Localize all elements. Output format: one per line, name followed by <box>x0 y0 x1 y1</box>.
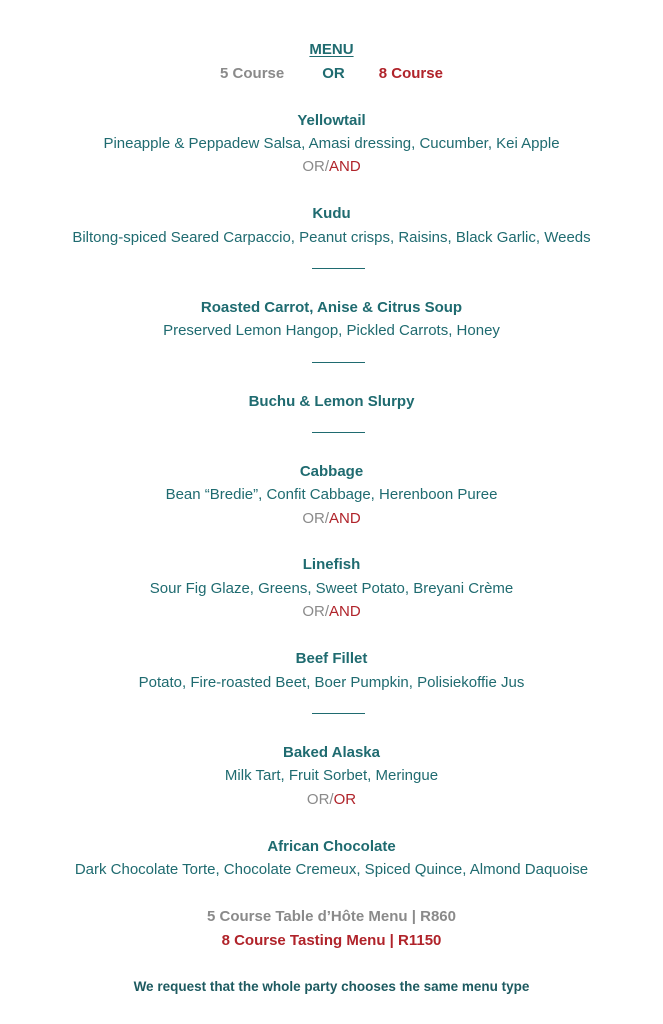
divider <box>312 268 365 269</box>
divider <box>312 713 365 714</box>
course-name: Kudu <box>312 205 351 222</box>
course-description: Potato, Fire-roasted Beet, Boer Pumpkin, Polisiekoffie Jus <box>138 674 525 691</box>
course-description: Preserved Lemon Hangop, Pickled Carrots, Honey <box>163 322 500 339</box>
course-description: Dark Chocolate Torte, Chocolate Cremeux, Spiced Quince, Almond Daquoise <box>74 861 589 878</box>
course-name: Roasted Carrot, Anise & Citrus Soup <box>200 299 463 316</box>
course-description: Biltong-spiced Seared Carpaccio, Peanut crisps, Raisins, Black Garlic, Weeds <box>72 229 591 246</box>
course-description: Milk Tart, Fruit Sorbet, Meringue <box>224 767 439 784</box>
course-name: Linefish <box>302 556 361 573</box>
option-or: OR <box>322 65 345 82</box>
course-name: Buchu & Lemon Slurpy <box>248 393 415 410</box>
course-name: Yellowtail <box>297 112 366 129</box>
option-five-course: 5 Course <box>220 65 285 82</box>
course-name: African Chocolate <box>267 838 396 855</box>
price-five-course: 5 Course Table d’Hôte Menu | R860 <box>207 908 456 925</box>
course-choice: OR/OR <box>306 791 357 808</box>
divider <box>312 432 365 433</box>
price-eight-course: 8 Course Tasting Menu | R1150 <box>221 932 442 949</box>
course-choice: OR/AND <box>302 510 361 527</box>
course-name: Cabbage <box>299 463 364 480</box>
option-eight-course: 8 Course <box>378 65 443 82</box>
course-name: Baked Alaska <box>282 744 380 761</box>
divider <box>312 362 365 363</box>
course-description: Pineapple & Peppadew Salsa, Amasi dressing, Cucumber, Kei Apple <box>103 135 560 152</box>
menu-title: MENU <box>309 41 354 58</box>
course-description: Sour Fig Glaze, Greens, Sweet Potato, Breyani Crème <box>149 580 514 597</box>
course-description: Bean “Bredie”, Confit Cabbage, Herenboon Puree <box>165 486 498 503</box>
course-choice: OR/AND <box>302 158 361 175</box>
course-choice: OR/AND <box>302 603 361 620</box>
party-note: We request that the whole party chooses the same menu type <box>133 979 530 994</box>
menu-options <box>0 65 663 83</box>
course-name: Beef Fillet <box>295 650 368 667</box>
